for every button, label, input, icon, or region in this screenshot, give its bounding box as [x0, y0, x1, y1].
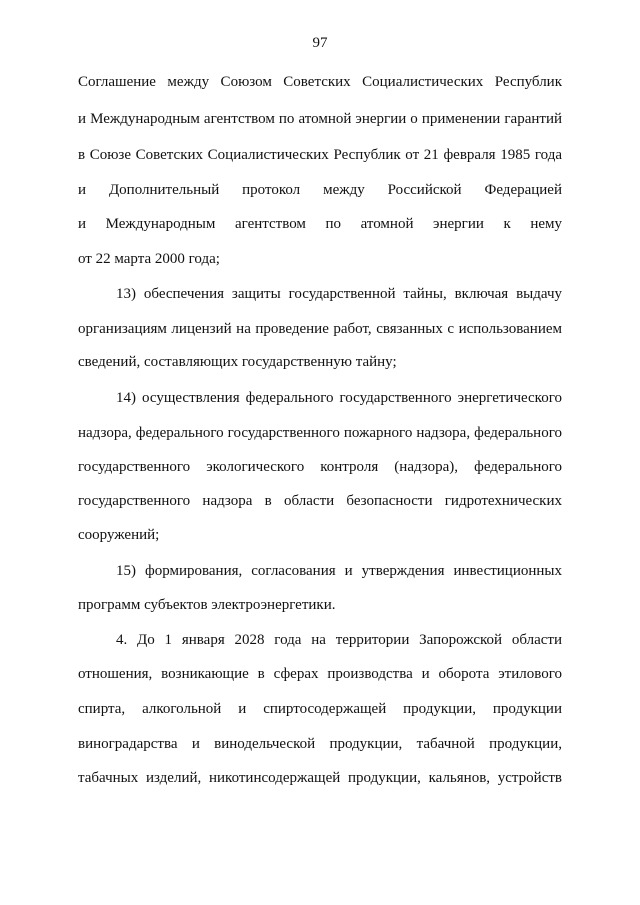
text-line: сооружений;	[78, 527, 160, 543]
text-line: от 22 марта 2000 года;	[78, 251, 220, 267]
list-item-15: 15) формирования, согласования и утверждения инвестиционных	[116, 563, 562, 579]
text-line: и Дополнительный протокол между Российской Федерацией	[78, 182, 562, 198]
page-number: 97	[312, 35, 328, 51]
section-4-first-line: 4. До 1 января 2028 года на территории Запорожской области	[116, 632, 562, 648]
text-line: виноградарства и винодельческой продукции, табачной продукции,	[78, 736, 562, 752]
text-line: программ субъектов электроэнергетики.	[78, 597, 336, 613]
text-line: государственного экологического контроля (надзора), федерального	[78, 459, 562, 475]
text-line: отношения, возникающие в сферах производства и оборота этилового	[78, 666, 562, 682]
text-line: сведений, составляющих государственную тайну;	[78, 354, 397, 370]
text-line: и Международным агентством по атомной энергии о применении гарантий	[78, 111, 562, 127]
text-line: в Союзе Советских Социалистических Республик от 21 февраля 1985 года	[78, 147, 562, 163]
text-line: организациям лицензий на проведение работ, связанных с использованием	[78, 321, 562, 337]
text-line: спирта, алкогольной и спиртосодержащей продукции, продукции	[78, 701, 562, 717]
list-item-13: 13) обеспечения защиты государственной тайны, включая выдачу	[116, 286, 562, 302]
text-line: и Международным агентством по атомной энергии к нему	[78, 216, 562, 232]
text-line: надзора, федерального государственного пожарного надзора, федерального	[78, 425, 562, 441]
text-line: Соглашение между Союзом Советских Социалистических Республик	[78, 74, 562, 90]
text-line: государственного надзора в области безопасности гидротехнических	[78, 493, 562, 509]
text-line: табачных изделий, никотинсодержащей продукции, кальянов, устройств	[78, 770, 562, 786]
list-item-14: 14) осуществления федерального государственного энергетического	[116, 390, 562, 406]
